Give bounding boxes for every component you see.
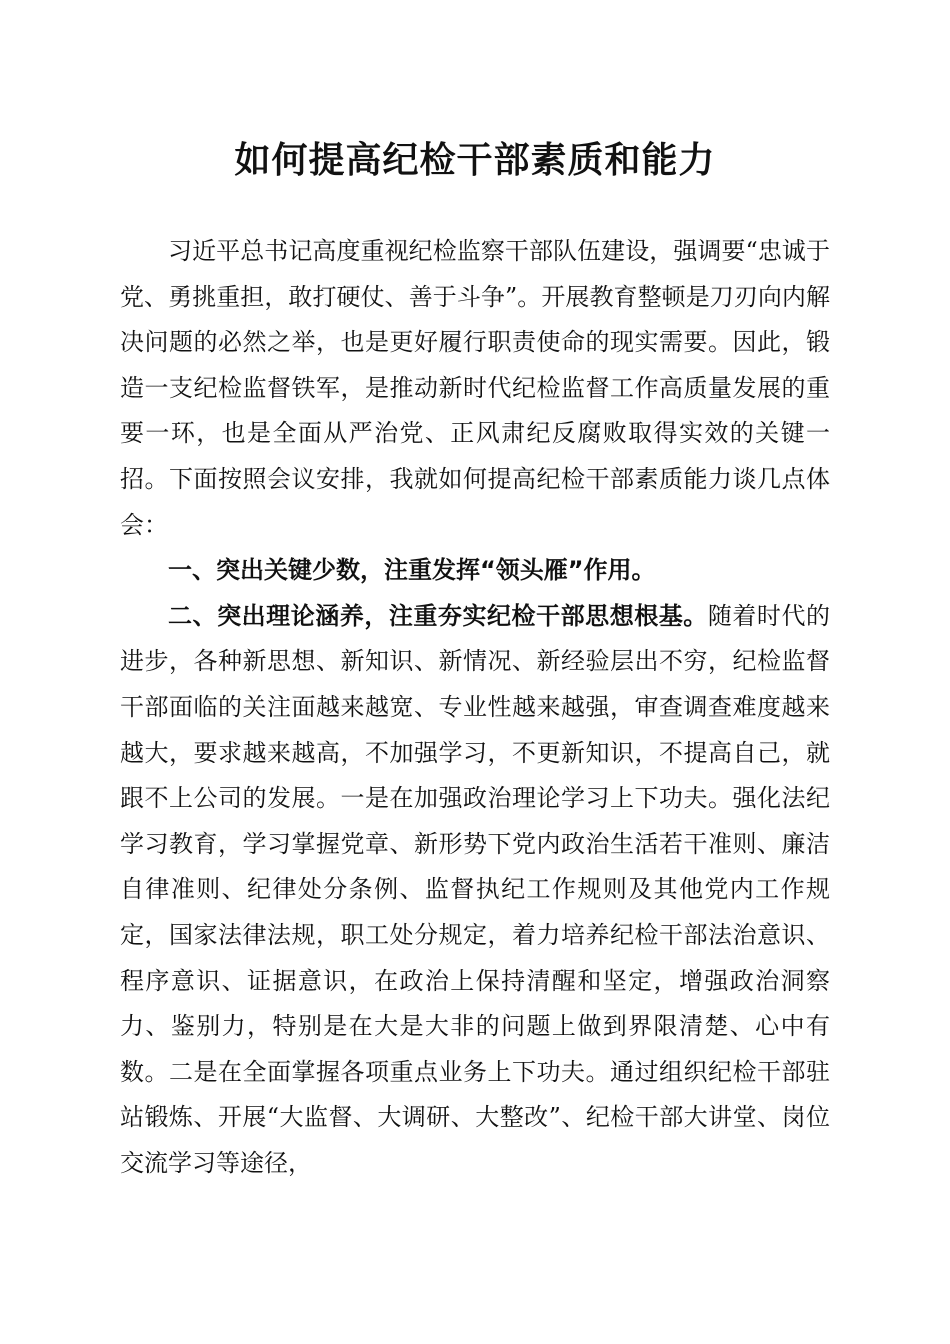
document-title: 如何提高纪检干部素质和能力 (234, 139, 716, 181)
document-body (120, 229, 830, 1186)
intro-paragraph: 习近平总书记高度重视纪检监察干部队伍建设，强调要“忠诚于党、勇挑重担，敢打硬仗、善于斗争”。开展教育整顿是刀刃向内解决问题的必然之举，也是更好履行职责使命的现实需要。因此，锻造一支纪检监督铁军，是推动新时代纪检监督工作高质量发展的重要一环，也是全面从严治党、正风肃纪反腐败取得实效的关键一招。下面按照会议安排，我就如何提高纪检干部素质能力谈几点体会： (120, 237, 830, 539)
section-1-paragraph (120, 548, 830, 594)
section-2-text: 随着时代的进步，各种新思想、新知识、新情况、新经验层出不穷，纪检监督干部面临的关注面越来越宽、专业性越来越强，审查调查难度越来越大，要求越来越高，不加强学习，不更新知识，不提高自己，就跟不上公司的发展。一是在加强政治理论学习上下功夫。强化法纪学习教育，学习掌握党章、新形势下党内政治生活若干准则、廉洁自律准则、纪律处分条例、监督执纪工作规则及其他党内工作规定，国家法律法规，职工处分规定，着力培养纪检干部法治意识、程序意识、证据意识，在政治上保持清醒和坚定，增强政治洞察力、鉴别力，特别是在大是大非的问题上做到界限清楚、心中有数。二是在全面掌握各项重点业务上下功夫。通过组织纪检干部驻站锻炼、开展“大监督、大调研、大整改”、纪检干部大讲堂、岗位交流学习等途径， (120, 601, 831, 1177)
section-1-heading: 一、突出关键少数，注重发挥“领头雁”作用。 (168, 556, 656, 585)
section-2-heading: 二、突出理论涵养，注重夯实纪检干部思想根基。 (168, 601, 708, 630)
section-2-paragraph (120, 594, 830, 1187)
